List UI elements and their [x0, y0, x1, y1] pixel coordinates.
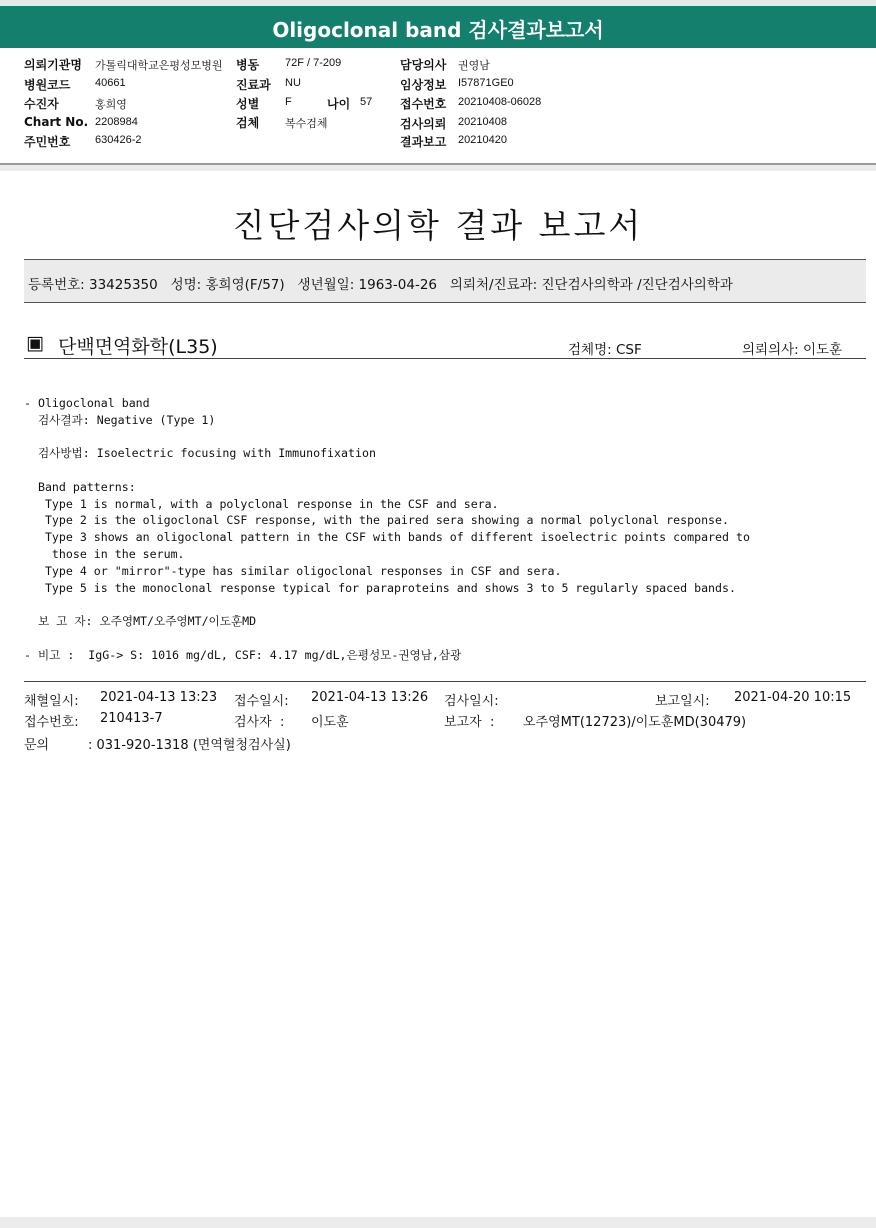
- chart-no-label: Chart No.: [24, 115, 89, 129]
- report-time-label: 보고일시:: [655, 694, 710, 709]
- institution-label: 의뢰기관명: [24, 58, 82, 72]
- report-time-value: 2021-04-20 10:15: [734, 690, 852, 705]
- receipt-label: 접수번호: [400, 97, 447, 111]
- report-title: 진단검사의학 결과 보고서: [232, 206, 644, 245]
- age-value: 57: [360, 96, 373, 108]
- body-line: 검사결과: Negative (Type 1): [24, 412, 216, 427]
- result-report-value: 20210420: [458, 134, 507, 146]
- receipt-value: 20210408-06028: [458, 96, 542, 108]
- requesting-physician: 의뢰의사: 이도훈: [742, 342, 843, 358]
- bottom-bar: [0, 1217, 876, 1228]
- age-label: 나이: [327, 97, 351, 111]
- patient-label: 수진자: [24, 97, 59, 111]
- inquiry-label: 문의: [24, 738, 50, 753]
- body-line: Type 3 shows an oligoclonal pattern in the CSF with bands of different isoelectric points compared to: [24, 530, 750, 545]
- body-line: [24, 630, 750, 647]
- institution-value: 가톨릭대학교은평성모병원: [95, 60, 223, 72]
- inquiry-value: : 031-920-1318 (면역혈청검사실): [88, 738, 291, 753]
- resident-id-value: 630426-2: [95, 134, 142, 146]
- tester-label: 검사자 :: [234, 715, 285, 730]
- dept-value: NU: [285, 77, 301, 89]
- section-marker-icon: ▣: [26, 332, 44, 354]
- sex-label: 성별: [236, 97, 260, 111]
- document-title: Oligoclonal band 검사결과보고서: [272, 18, 604, 42]
- clinical-info-label: 임상정보: [400, 78, 447, 92]
- body-line: Band patterns:: [24, 479, 136, 494]
- clinical-info-value: I57871GE0: [458, 77, 514, 89]
- collect-time-label: 채혈일시:: [24, 694, 79, 709]
- hospital-code-label: 병원코드: [24, 78, 71, 92]
- section-header: [24, 332, 866, 359]
- header-divider-shade: [0, 165, 876, 171]
- collect-time-value: 2021-04-13 13:23: [100, 690, 218, 705]
- body-line: [24, 596, 750, 613]
- ward-value: 72F / 7-209: [285, 57, 342, 69]
- reporter-label: 보고자 :: [444, 715, 495, 730]
- doctor-value: 권영남: [458, 60, 490, 72]
- doctor-label: 담당의사: [400, 58, 447, 72]
- body-line: Type 4 or "mirror"-type has similar oligoclonal responses in CSF and sera.: [24, 563, 562, 578]
- resident-id-label: 주민번호: [24, 135, 71, 149]
- section-title: 단백면역화학(L35): [58, 336, 218, 358]
- body-line: - Oligoclonal band: [24, 395, 150, 410]
- receipt-no-value: 210413-7: [100, 711, 163, 726]
- chart-no-value: 2208984: [95, 116, 138, 128]
- reporter-value: 오주영MT(12723)/이도훈MD(30479): [523, 715, 747, 730]
- result-body: [24, 378, 750, 680]
- hospital-code-value: 40661: [95, 77, 126, 89]
- test-time-label: 검사일시:: [444, 694, 499, 709]
- body-line: Type 2 is the oligoclonal CSF response, with the paired sera showing a normal polyclonal response.: [24, 513, 729, 528]
- request-date-value: 20210408: [458, 116, 507, 128]
- body-line: those in the serum.: [24, 546, 185, 561]
- patient-info-text: 등록번호: 33425350 성명: 홍희영(F/57) 생년월일: 1963-04-26 의뢰처/진료과: 진단검사의학과 /진단검사의학과: [28, 277, 733, 293]
- request-date-label: 검사의뢰: [400, 117, 447, 131]
- specimen-name: 검체명: CSF: [568, 342, 642, 358]
- receive-time-label: 접수일시:: [234, 694, 289, 709]
- patient-info-band: [24, 259, 866, 303]
- body-line: [24, 428, 750, 445]
- body-line: - 비고 : IgG-> S: 1016 mg/dL, CSF: 4.17 mg/dL,은평성모-권영남,삼광: [24, 647, 462, 662]
- specimen-label: 검체: [236, 116, 260, 130]
- tester-value: 이도훈: [311, 715, 349, 730]
- patient-value: 홍희영: [95, 99, 127, 111]
- body-line: 검사방법: Isoelectric focusing with Immunofixation: [24, 446, 376, 461]
- receive-time-value: 2021-04-13 13:26: [311, 690, 429, 705]
- result-report-label: 결과보고: [400, 135, 447, 149]
- body-line: Type 1 is normal, with a polyclonal response in the CSF and sera.: [24, 496, 499, 511]
- ward-label: 병동: [236, 58, 260, 72]
- receipt-no-label: 접수번호:: [24, 715, 79, 730]
- body-line: 보 고 자: 오주영MT/오주영MT/이도훈MD: [24, 614, 257, 629]
- body-line: [24, 462, 750, 479]
- footer-divider: [24, 681, 866, 682]
- body-line: Type 5 is the monoclonal response typical for paraproteins and shows 3 to 5 regularly spaced bands.: [24, 580, 736, 595]
- sex-value: F: [285, 96, 292, 108]
- dept-label: 진료과: [236, 78, 271, 92]
- specimen-value: 복수검체: [285, 118, 328, 130]
